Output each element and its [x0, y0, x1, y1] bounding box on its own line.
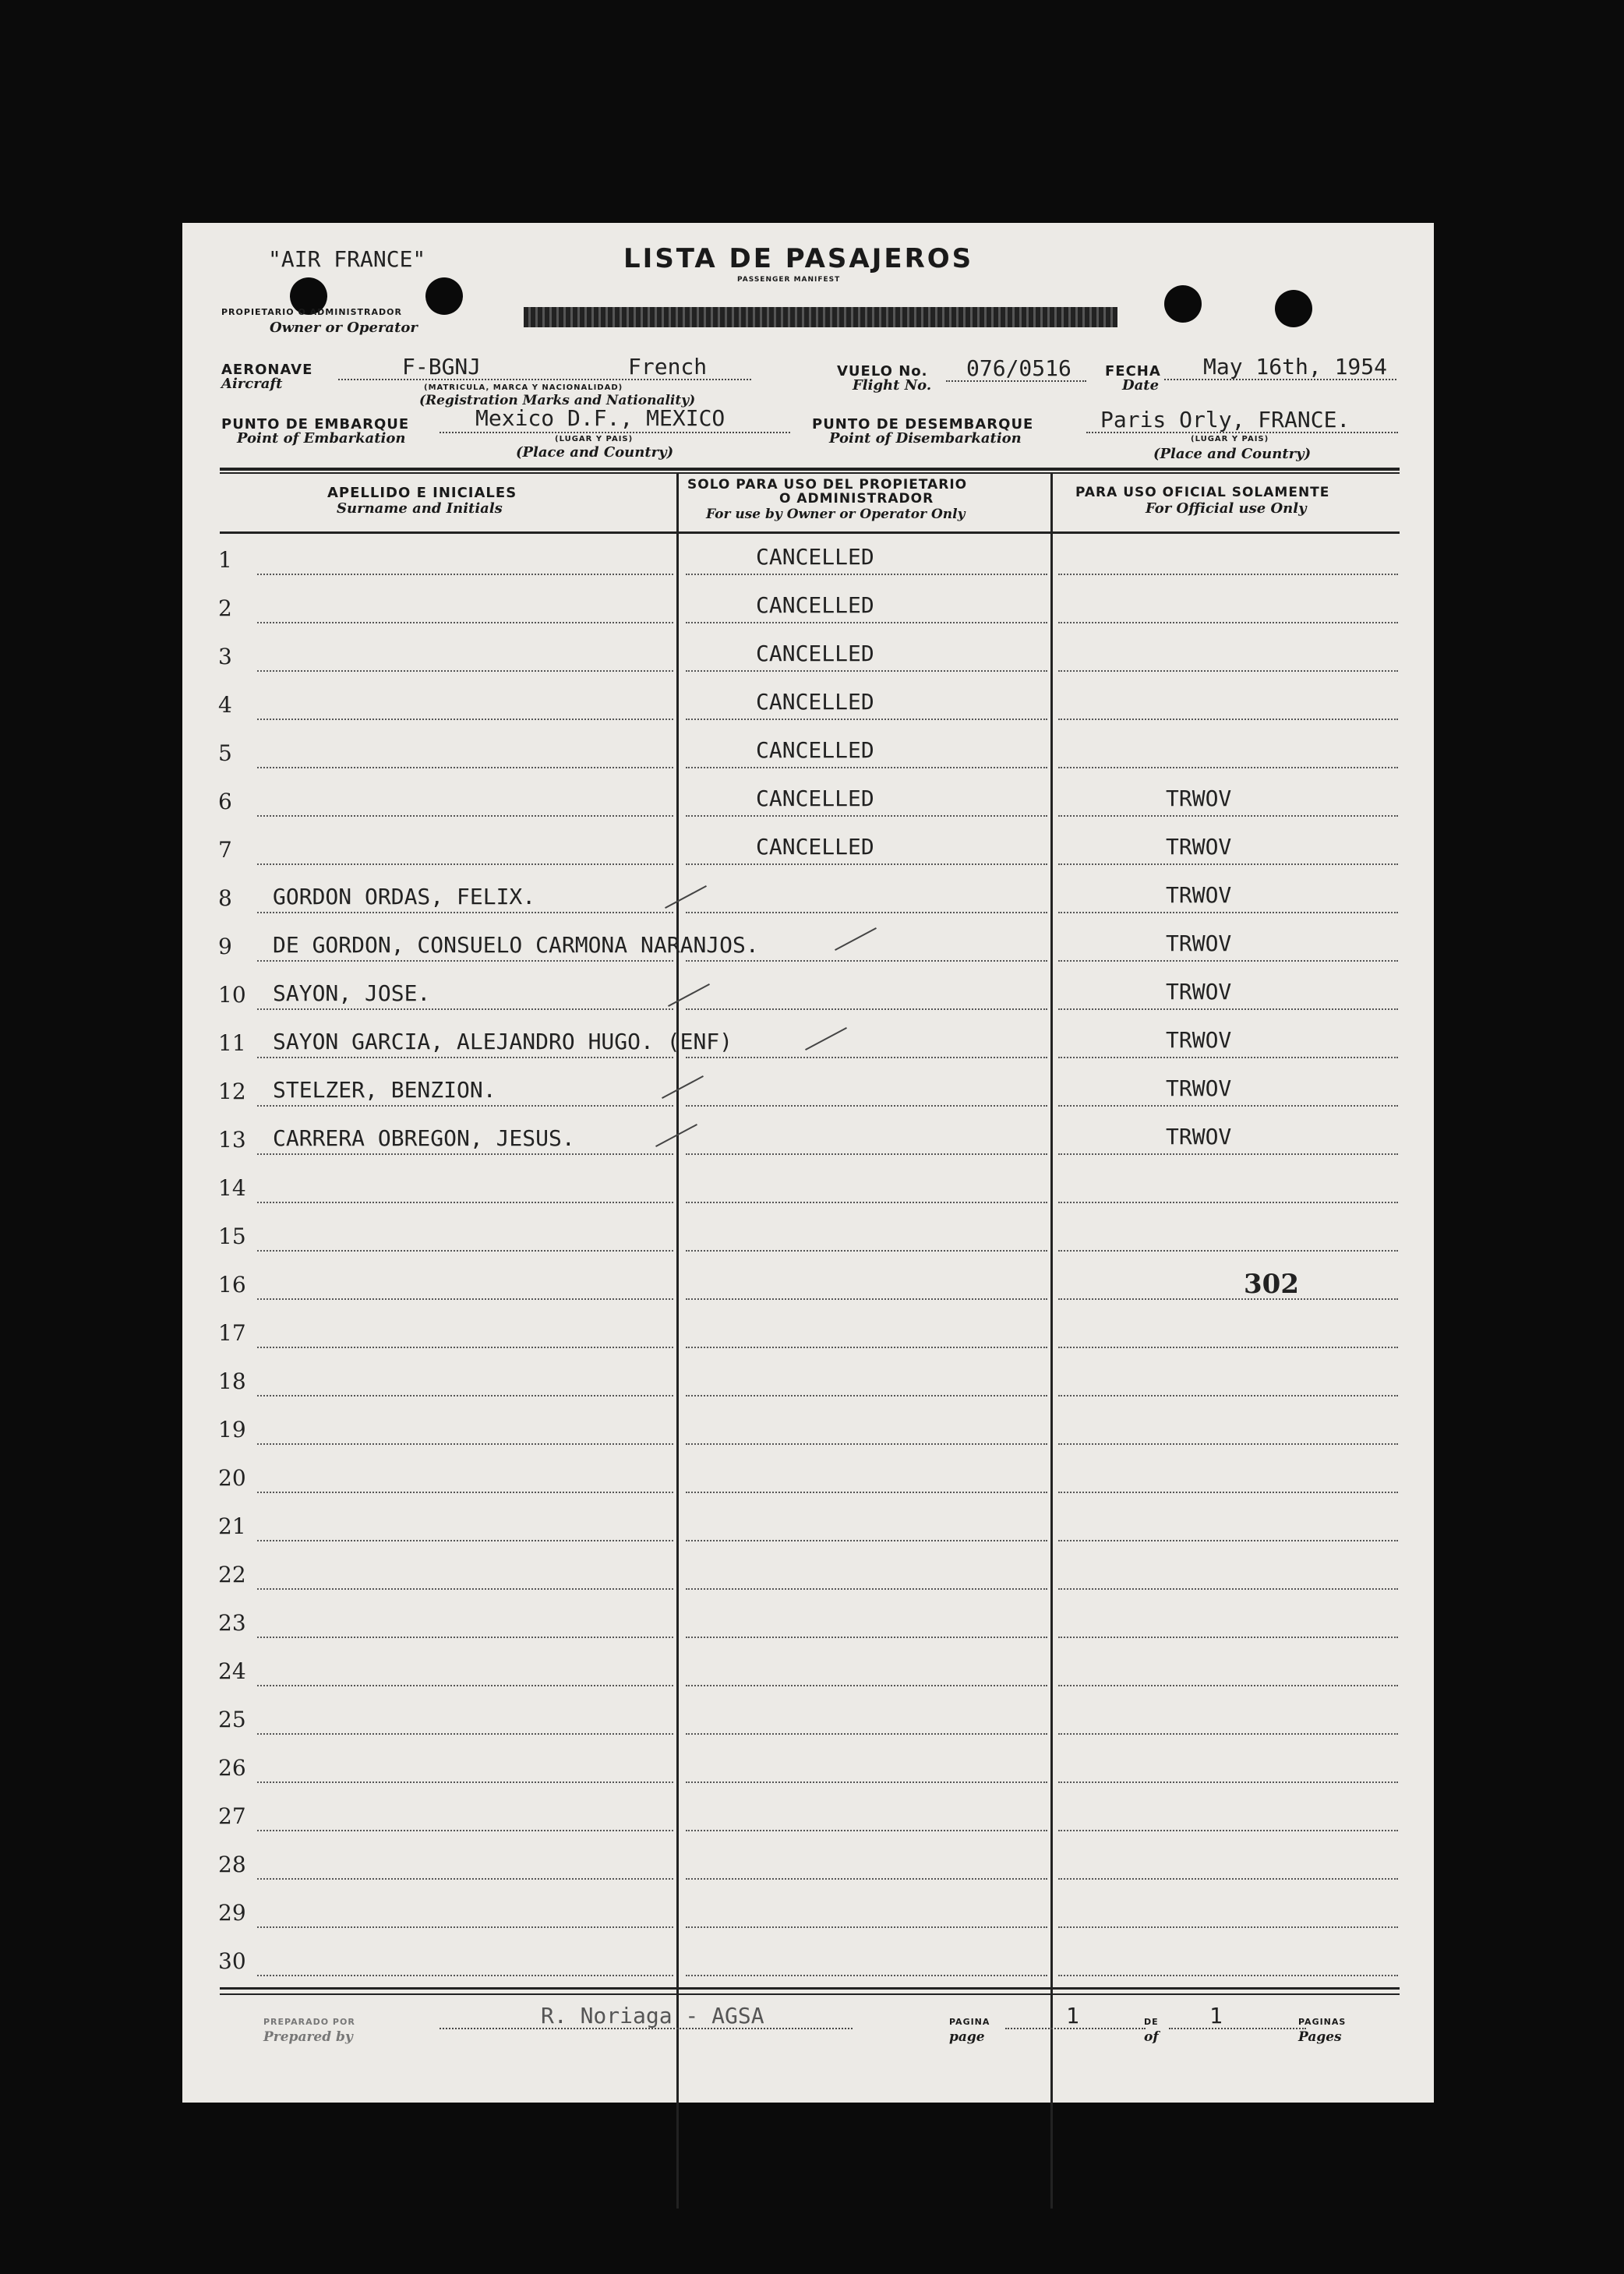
row-number: 13 [218, 1127, 246, 1153]
row-rule [1058, 574, 1398, 575]
registration-label-es: (MATRICULA, MARCA Y NACIONALIDAD) [424, 383, 623, 392]
row-rule [1058, 1685, 1398, 1686]
page-label-es: PAGINA [949, 2017, 990, 2027]
page-label-en: page [949, 2029, 985, 2045]
date-value: May 16th, 1954 [1203, 354, 1388, 380]
column-header-owner-es: SOLO PARA USO DEL PROPIETARIO [687, 477, 968, 493]
of-label-en: of [1144, 2029, 1159, 2045]
page-number-value: 1 [1066, 2003, 1079, 2029]
row-rule [686, 719, 1047, 720]
disembarkation-value: Paris Orly, FRANCE. [1100, 407, 1350, 433]
owner-use-value: CANCELLED [756, 834, 874, 860]
row-rule [686, 1926, 1047, 1928]
punch-hole [425, 277, 463, 315]
row-number: 19 [218, 1417, 246, 1442]
row-rule [686, 622, 1047, 623]
date-label-en: Date [1122, 377, 1160, 394]
official-use-value: TRWOV [1166, 1027, 1232, 1053]
punch-hole [1164, 285, 1202, 323]
check-mark [662, 1075, 704, 1099]
owner-use-value: CANCELLED [756, 592, 874, 618]
prepared-by-label-es: PREPARADO POR [263, 2017, 355, 2027]
row-rule [257, 1008, 673, 1010]
row-rule [686, 1153, 1047, 1155]
row-number: 2 [218, 595, 232, 621]
embarkation-label-es: PUNTO DE EMBARQUE [221, 416, 410, 433]
embarkation-value: Mexico D.F., MEXICO [475, 405, 726, 431]
passenger-name: GORDON ORDAS, FELIX. [273, 884, 536, 909]
row-rule [1058, 1781, 1398, 1783]
row-rule [1058, 1057, 1398, 1058]
official-use-value: 302 [1244, 1269, 1299, 1300]
row-rule [686, 1781, 1047, 1783]
row-number: 25 [218, 1707, 246, 1732]
official-use-value: TRWOV [1166, 1124, 1232, 1149]
row-rule [257, 1926, 673, 1928]
row-rule [1058, 1105, 1398, 1107]
row-rule [257, 1250, 673, 1252]
column-header-official-es: PARA USO OFICIAL SOLAMENTE [1075, 485, 1330, 500]
disembarkation-place-label-en: (Place and Country) [1153, 446, 1312, 462]
official-use-value: TRWOV [1166, 979, 1232, 1005]
row-rule [686, 767, 1047, 768]
column-header-owner-en: For use by Owner or Operator Only [706, 507, 966, 522]
row-number: 23 [218, 1610, 246, 1636]
passenger-name: STELZER, BENZION. [273, 1077, 496, 1103]
airline-name: "AIR FRANCE" [268, 246, 426, 272]
owner-label-en: Owner or Operator [270, 320, 418, 336]
row-rule [686, 1492, 1047, 1493]
row-rule [257, 1781, 673, 1783]
registration-label-en: (Registration Marks and Nationality) [419, 393, 696, 408]
passenger-name: SAYON GARCIA, ALEJANDRO HUGO. (ENF) [273, 1029, 733, 1054]
row-rule [1058, 815, 1398, 817]
punch-hole [1275, 290, 1312, 327]
row-rule [686, 1057, 1047, 1058]
row-rule [257, 1878, 673, 1880]
row-rule [257, 1685, 673, 1686]
row-rule [1058, 719, 1398, 720]
check-mark [805, 1027, 847, 1050]
check-mark [835, 927, 877, 951]
manifest-sheet [182, 223, 1434, 2103]
row-rule [257, 1347, 673, 1348]
official-use-value: TRWOV [1166, 930, 1232, 956]
row-rule [1058, 1250, 1398, 1252]
row-rule [1058, 1347, 1398, 1348]
disembarkation-place-label-es: (LUGAR Y PAIS) [1191, 435, 1269, 443]
official-use-value: TRWOV [1166, 882, 1232, 908]
row-rule [1058, 1153, 1398, 1155]
row-rule [1058, 960, 1398, 962]
official-use-value: TRWOV [1166, 834, 1232, 860]
row-rule [257, 767, 673, 768]
row-rule [1058, 1926, 1398, 1928]
row-rule [1058, 1540, 1398, 1541]
row-rule [686, 1637, 1047, 1638]
row-rule [686, 1347, 1047, 1348]
owner-use-value: CANCELLED [756, 689, 874, 715]
row-number: 21 [218, 1513, 246, 1539]
embarkation-place-label-es: (LUGAR Y PAIS) [555, 435, 634, 443]
header-bottom-border [220, 531, 1400, 534]
row-number: 11 [218, 1030, 246, 1056]
column-divider-2 [1050, 474, 1053, 2209]
row-rule [1058, 1492, 1398, 1493]
owner-use-value: CANCELLED [756, 641, 874, 666]
row-rule [257, 1057, 673, 1058]
table-top-border [220, 468, 1400, 471]
passenger-name: SAYON, JOSE. [273, 980, 431, 1006]
of-label-es: DE [1144, 2017, 1159, 2027]
embarkation-place-label-en: (Place and Country) [516, 444, 674, 461]
row-rule [1058, 767, 1398, 768]
row-rule [257, 622, 673, 623]
check-mark [665, 885, 707, 909]
row-number: 20 [218, 1465, 246, 1491]
row-rule [257, 574, 673, 575]
owner-use-value: CANCELLED [756, 737, 874, 763]
aircraft-label-es: AERONAVE [221, 362, 313, 378]
row-number: 3 [218, 644, 232, 669]
disembarkation-label-es: PUNTO DE DESEMBARQUE [812, 416, 1034, 433]
pages-label-es: PAGINAS [1298, 2017, 1347, 2027]
row-rule [1058, 1975, 1398, 1976]
row-rule [686, 670, 1047, 672]
page-subtitle: PASSENGER MANIFEST [737, 276, 841, 284]
row-rule [257, 1298, 673, 1300]
row-rule [1058, 1008, 1398, 1010]
row-rule [257, 1975, 673, 1976]
row-rule [686, 815, 1047, 817]
embarkation-label-en: Point of Embarkation [237, 430, 406, 447]
date-label-es: FECHA [1105, 363, 1161, 380]
row-rule [686, 1540, 1047, 1541]
official-use-value: TRWOV [1166, 786, 1232, 811]
flight-label-en: Flight No. [853, 377, 932, 394]
row-rule [257, 1395, 673, 1397]
row-rule [257, 912, 673, 913]
column-divider-1 [676, 474, 679, 2209]
row-rule [686, 1395, 1047, 1397]
row-number: 26 [218, 1755, 246, 1781]
row-number: 22 [218, 1562, 246, 1587]
flight-number-value: 076/0516 [966, 355, 1071, 381]
row-rule [1058, 1588, 1398, 1590]
row-number: 6 [218, 789, 232, 814]
row-rule [1058, 1637, 1398, 1638]
row-number: 8 [218, 885, 232, 911]
row-number: 29 [218, 1900, 246, 1926]
row-rule [1058, 670, 1398, 672]
row-rule [257, 1153, 673, 1155]
row-rule [686, 1008, 1047, 1010]
row-number: 4 [218, 692, 232, 718]
table-top-border-inner [220, 472, 1400, 474]
row-number: 5 [218, 740, 232, 766]
aircraft-label-en: Aircraft [221, 376, 283, 392]
disembarkation-label-en: Point of Disembarkation [829, 430, 1022, 447]
row-rule [257, 1830, 673, 1831]
passenger-name: DE GORDON, CONSUELO CARMONA NARANJOS. [273, 932, 759, 958]
row-rule [1058, 1830, 1398, 1831]
column-header-owner-es-2: O ADMINISTRADOR [779, 491, 934, 507]
row-rule [257, 1637, 673, 1638]
row-rule [686, 1105, 1047, 1107]
table-bottom-border [220, 1987, 1400, 1990]
row-rule [257, 1443, 673, 1445]
row-rule [1058, 1878, 1398, 1880]
row-rule [257, 1492, 673, 1493]
row-number: 24 [218, 1658, 246, 1684]
row-rule [686, 1202, 1047, 1203]
flight-label-es: VUELO No. [837, 363, 928, 380]
row-number: 1 [218, 547, 232, 573]
row-rule [257, 863, 673, 865]
row-number: 12 [218, 1079, 246, 1104]
row-rule [686, 574, 1047, 575]
row-rule [1058, 863, 1398, 865]
row-rule [686, 863, 1047, 865]
row-rule [686, 1685, 1047, 1686]
row-number: 15 [218, 1224, 246, 1249]
row-rule [686, 1298, 1047, 1300]
row-number: 10 [218, 982, 246, 1008]
passenger-name: CARRERA OBREGON, JESUS. [273, 1125, 575, 1151]
row-rule [686, 1830, 1047, 1831]
row-rule [686, 1975, 1047, 1976]
row-rule [1058, 622, 1398, 623]
column-header-official-en: For Official use Only [1146, 500, 1307, 517]
row-rule [257, 960, 673, 962]
pages-label-en: Pages [1298, 2029, 1342, 2045]
row-rule [257, 1733, 673, 1735]
row-number: 27 [218, 1803, 246, 1829]
row-rule [1058, 1395, 1398, 1397]
row-rule [257, 670, 673, 672]
row-rule [1058, 1733, 1398, 1735]
prepared-by-label-en: Prepared by [263, 2029, 353, 2045]
aircraft-value: F-BGNJ [402, 354, 482, 380]
prepared-by-value: R. Noriaga - AGSA [541, 2003, 764, 2029]
total-pages-value: 1 [1209, 2003, 1223, 2029]
row-number: 16 [218, 1272, 246, 1298]
row-number: 28 [218, 1852, 246, 1877]
row-rule [257, 1202, 673, 1203]
row-rule [686, 1250, 1047, 1252]
row-rule [1058, 1443, 1398, 1445]
row-rule [686, 1733, 1047, 1735]
row-number: 18 [218, 1368, 246, 1394]
row-number: 7 [218, 837, 232, 863]
nationality-value: French [628, 354, 708, 380]
row-rule [257, 1105, 673, 1107]
row-rule [257, 1588, 673, 1590]
row-rule [1058, 912, 1398, 913]
row-number: 30 [218, 1948, 246, 1974]
page-title: LISTA DE PASAJEROS [623, 243, 974, 274]
row-rule [257, 815, 673, 817]
row-number: 14 [218, 1175, 246, 1201]
row-rule [1058, 1202, 1398, 1203]
owner-use-value: CANCELLED [756, 544, 874, 570]
row-number: 17 [218, 1320, 246, 1346]
row-rule [257, 719, 673, 720]
row-rule [686, 960, 1047, 962]
owner-use-value: CANCELLED [756, 786, 874, 811]
row-rule [686, 1588, 1047, 1590]
owner-label-es: PROPIETARIO O ADMINISTRADOR [221, 307, 402, 317]
row-rule [686, 1878, 1047, 1880]
column-header-names-en: Surname and Initials [337, 500, 503, 517]
row-rule [1058, 1298, 1398, 1300]
row-rule [686, 1443, 1047, 1445]
official-use-value: TRWOV [1166, 1075, 1232, 1101]
column-header-names-es: APELLIDO E INICIALES [327, 485, 517, 501]
row-number: 9 [218, 934, 232, 959]
row-rule [686, 912, 1047, 913]
table-bottom-border-inner [220, 1993, 1400, 1995]
check-mark [668, 983, 710, 1007]
struck-out-operator [524, 307, 1117, 327]
row-rule [257, 1540, 673, 1541]
